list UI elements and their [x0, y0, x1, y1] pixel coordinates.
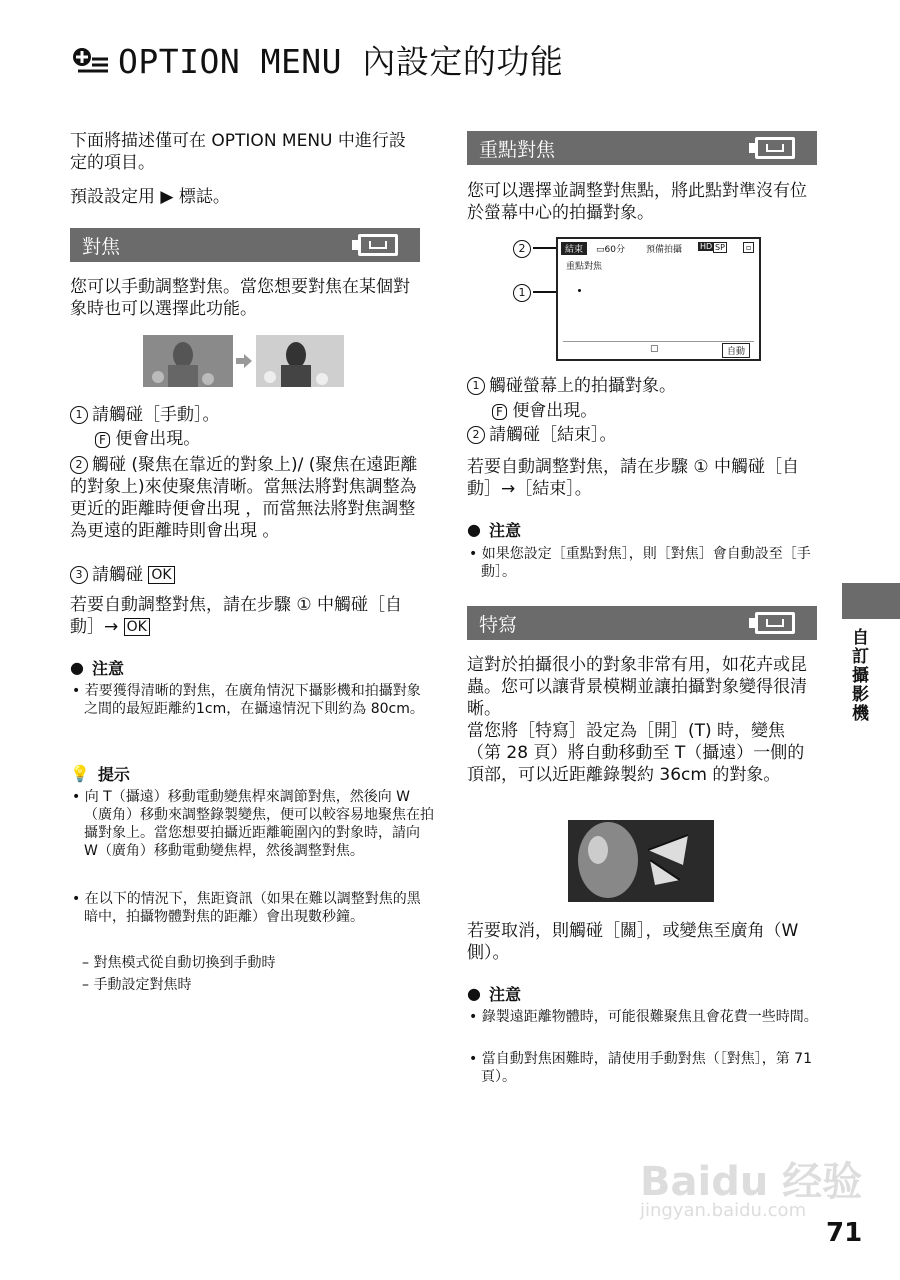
manual-focus-icon: F	[95, 432, 110, 448]
camera-icon	[755, 612, 795, 634]
watermark-url: jingyan.baidu.com	[640, 1200, 807, 1221]
caution-icon: ●	[467, 520, 481, 539]
macro-note1: • 錄製遠距離物體時，可能很難聚焦且會花費一些時間。	[469, 1009, 818, 1025]
spot-focus-desc: 您可以選擇並調整對焦點，將此點對準沒有位於螢幕中心的拍攝對象。	[467, 181, 807, 223]
step-number-2: 2	[70, 456, 88, 474]
lightbulb-icon: 💡	[70, 764, 90, 783]
page-title-text: OPTION MENU 內設定的功能	[118, 42, 564, 81]
hint-dash1: – 對焦模式從自動切換到手動時	[82, 955, 276, 971]
side-tab-marker	[842, 583, 900, 619]
lcd-sp: SP	[715, 243, 725, 252]
ok-button-label-2: OK	[124, 618, 150, 636]
caution-icon: ●	[70, 658, 84, 677]
camera-icon	[755, 137, 795, 159]
lcd-end-button[interactable]: 結束	[561, 242, 587, 255]
focus-auto-text: 若要自動調整對焦，請在步驟 ① 中觸碰［自動］→ OK	[70, 595, 403, 637]
focus-desc: 您可以手動調整對焦。當您想要對焦在某個對象時也可以選擇此功能。	[70, 277, 410, 319]
lcd-focus-icon: ▢	[650, 344, 659, 354]
macro-desc: 這對於拍攝很小的對象非常有用，如花卉或昆蟲。您可以讓背景模糊並讓拍攝對象變得很清晰。	[467, 655, 807, 719]
photo-butterfly	[568, 820, 714, 902]
note-heading-focus: ● 注意	[70, 658, 124, 678]
option-menu-icon	[70, 45, 110, 75]
hint-heading: 💡 提示	[70, 764, 130, 784]
section-bar-macro	[467, 606, 817, 640]
section-bar-spot-focus	[467, 131, 817, 165]
lcd-spot-label: 重點對焦	[566, 262, 603, 272]
callout-2: 2	[513, 238, 535, 258]
lcd-divider	[563, 341, 754, 342]
focus-step3: 3 請觸碰 OK	[70, 564, 420, 586]
lcd-auto-button[interactable]: 自動	[722, 343, 750, 358]
step-number-1: 1	[70, 406, 88, 424]
hint2: • 在以下的情況下，焦距資訊（如果在難以調整對焦的黑暗中，拍攝物體對焦的距離）會出現數秒鐘。	[72, 891, 421, 925]
section-heading-macro: 特寫	[479, 613, 518, 636]
photo-sharp-woman	[256, 335, 344, 387]
lcd-battery: ▭60分	[596, 245, 625, 255]
section-heading-focus: 對焦	[82, 235, 121, 258]
spot-auto-text: 若要自動調整對焦，請在步驟 ① 中觸碰［自動］→［結束］。	[467, 457, 800, 499]
macro-cancel: 若要取消，則觸碰［關］，或變焦至廣角（W 側）。	[467, 921, 799, 963]
page-number: 71	[826, 1218, 863, 1248]
arrow-right-icon	[236, 353, 252, 372]
focus-step2: 2 觸碰 (聚焦在靠近的對象上)/ (聚焦在遠距離的對象上)來使聚焦清晰。當無法將對焦調整為更近的距離時便會出現 ，而當無法將對焦調整為更遠的距離時則會出現 。	[70, 455, 418, 541]
lcd-media-icon: ▫	[743, 242, 754, 253]
side-tab-label: 自訂攝影機	[848, 628, 868, 723]
spot-step1-sub: F 便會出現。	[492, 400, 812, 423]
caution-icon: ●	[467, 984, 481, 1003]
ok-button-label: OK	[148, 566, 174, 584]
macro-desc2: 當您將［特寫］設定為［開］(T) 時，變焦（第 28 頁）將自動移動至 T（攝遠）一側的頂部，可以近距離錄製約 36cm 的對象。	[467, 721, 805, 785]
note-heading-macro: ● 注意	[467, 984, 521, 1004]
macro-note2: • 當自動對焦困難時，請使用手動對焦（［對焦］，第 71 頁）。	[469, 1051, 812, 1085]
watermark-brand: Baidu 经验	[640, 1159, 863, 1205]
focus-step1: 1 請觸碰［手動］。	[70, 404, 420, 426]
intro-text: 下面將描述僅可在 OPTION MENU 中進行設定的項目。	[70, 131, 406, 173]
lcd-screen	[556, 237, 761, 361]
lcd-target-dot	[578, 289, 581, 292]
callout-1: 1	[513, 282, 535, 302]
lcd-standby: 預備拍攝	[646, 245, 683, 255]
note-heading-spot: ● 注意	[467, 520, 521, 540]
hint1: • 向 T（攝遠）移動電動變焦桿來調節對焦，然後向 W（廣角）移動來調整錄製變焦，便可以較容易地聚焦在拍攝對象上。當您想要拍攝近距離範圍內的對象時，請向 W（廣角）移動電動變焦桿，然後調整對焦。	[72, 789, 434, 859]
spot-step1: 1 觸碰螢幕上的拍攝對象。	[467, 375, 817, 397]
focus-note1: • 若要獲得清晰的對焦，在廣角情況下攝影機和拍攝對象之間的最短距離約1cm，在攝遠情況下則約為 80cm。	[72, 683, 424, 717]
section-heading-spot-focus: 重點對焦	[479, 138, 556, 161]
photo-blurred-woman	[143, 335, 233, 387]
hint-dash2: – 手動設定對焦時	[82, 977, 192, 993]
lcd-hd: HD	[700, 242, 713, 251]
spot-step2: 2 請觸碰［結束］。	[467, 424, 817, 446]
page-title	[70, 36, 563, 83]
manual-focus-icon: F	[492, 404, 507, 420]
section-bar-focus	[70, 228, 420, 262]
default-note: 預設設定用 ▶ 標誌。	[70, 187, 230, 207]
spot-note1: • 如果您設定［重點對焦］，則［對焦］會自動設至［手動］。	[469, 546, 811, 580]
camera-icon	[358, 234, 398, 256]
step-number-3: 3	[70, 566, 88, 584]
focus-step1-sub: F 便會出現。	[95, 428, 415, 451]
